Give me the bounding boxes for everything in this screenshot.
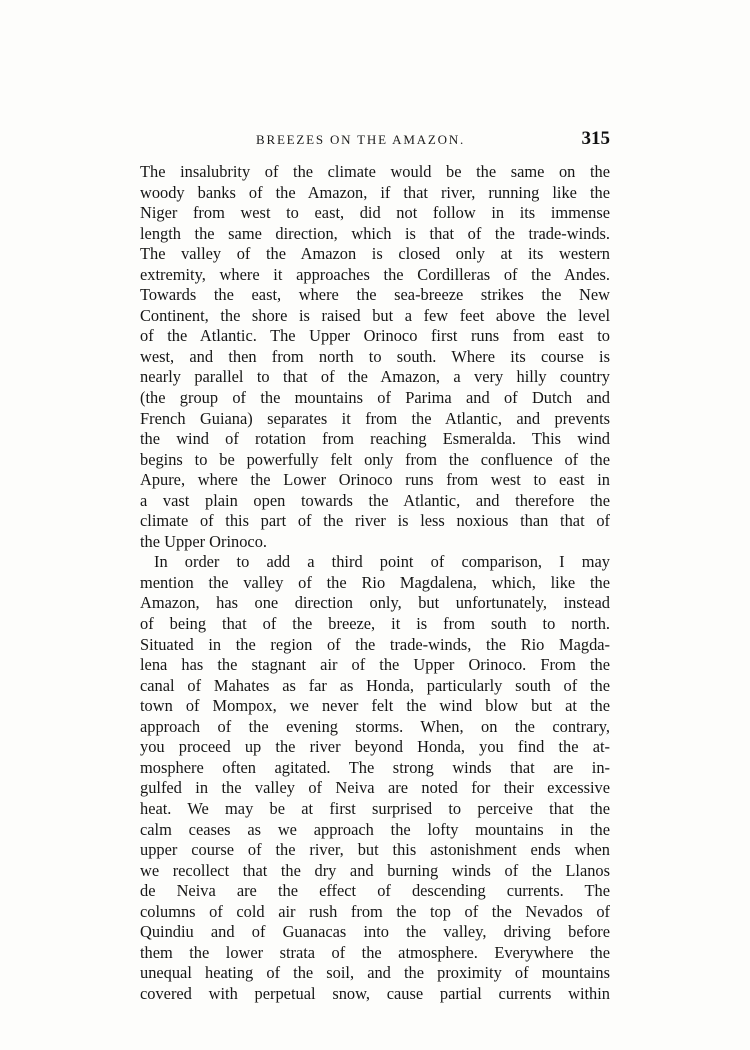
text-line: lena has the stagnant air of the Upper Orinoco. From the bbox=[140, 655, 610, 675]
paragraph-start-line: In order to add a third point of comparison, I may bbox=[154, 552, 610, 572]
text-line: begins to be powerfully felt only from the confluence of the bbox=[140, 449, 610, 469]
text-line: you proceed up the river beyond Honda, you find the at- bbox=[140, 737, 610, 757]
text-line: Towards the east, where the sea-breeze strikes the New bbox=[140, 285, 610, 305]
text-line: length the same direction, which is that of the trade-winds. bbox=[140, 223, 610, 243]
text-line: columns of cold air rush from the top of the Nevados of bbox=[140, 901, 610, 921]
text-line: approach of the evening storms. When, on the contrary, bbox=[140, 716, 610, 736]
text-line: Niger from west to east, did not follow in its immense bbox=[140, 203, 610, 223]
text-line: de Neiva are the effect of descending currents. The bbox=[140, 881, 610, 901]
text-line: west, and then from north to south. Where its course is bbox=[140, 346, 610, 366]
paragraph-end-line: the Upper Orinoco. bbox=[140, 531, 267, 551]
text-line: a vast plain open towards the Atlantic, and therefore the bbox=[140, 490, 610, 510]
text-line: we recollect that the dry and burning winds of the Llanos bbox=[140, 860, 610, 880]
text-line: canal of Mahates as far as Honda, particularly south of the bbox=[140, 675, 610, 695]
text-line: of being that of the breeze, it is from south to north. bbox=[140, 614, 610, 634]
text-line: heat. We may be at first surprised to perceive that the bbox=[140, 798, 610, 818]
text-line: Situated in the region of the trade-winds, the Rio Magda- bbox=[140, 634, 610, 654]
text-line: Apure, where the Lower Orinoco runs from west to east in bbox=[140, 470, 610, 490]
text-line: extremity, where it approaches the Cordilleras of the Andes. bbox=[140, 264, 610, 284]
text-line: Amazon, has one direction only, but unfortunately, instead bbox=[140, 593, 610, 613]
text-line: French Guiana) separates it from the Atlantic, and prevents bbox=[140, 408, 610, 428]
text-line: mention the valley of the Rio Magdalena, which, like the bbox=[140, 572, 610, 592]
text-line: them the lower strata of the atmosphere. Everywhere the bbox=[140, 942, 610, 962]
text-line: calm ceases as we approach the lofty mountains in the bbox=[140, 819, 610, 839]
running-title: BREEZES ON THE AMAZON. bbox=[256, 132, 466, 147]
body-text bbox=[140, 162, 610, 1004]
text-line: upper course of the river, but this astonishment ends when bbox=[140, 840, 610, 860]
text-line: unequal heating of the soil, and the proximity of mountains bbox=[140, 963, 610, 983]
text-line: Quindiu and of Guanacas into the valley, driving before bbox=[140, 922, 610, 942]
text-line: Continent, the shore is raised but a few feet above the level bbox=[140, 305, 610, 325]
text-line: town of Mompox, we never felt the wind blow but at the bbox=[140, 696, 610, 716]
text-line: The valley of the Amazon is closed only at its western bbox=[140, 244, 610, 264]
page-number: 315 bbox=[581, 128, 610, 149]
text-line: mosphere often agitated. The strong winds that are in- bbox=[140, 757, 610, 777]
text-line: covered with perpetual snow, cause partial currents within bbox=[140, 983, 610, 1003]
text-line: the wind of rotation from reaching Esmeralda. This wind bbox=[140, 429, 610, 449]
text-line: climate of this part of the river is less noxious than that of bbox=[140, 511, 610, 531]
text-line: nearly parallel to that of the Amazon, a very hilly country bbox=[140, 367, 610, 387]
running-head bbox=[140, 128, 610, 156]
text-line: (the group of the mountains of Parima and of Dutch and bbox=[140, 388, 610, 408]
text-line: gulfed in the valley of Neiva are noted for their excessive bbox=[140, 778, 610, 798]
text-line: woody banks of the Amazon, if that river, running like the bbox=[140, 182, 610, 202]
text-line: of the Atlantic. The Upper Orinoco first runs from east to bbox=[140, 326, 610, 346]
text-line: The insalubrity of the climate would be the same on the bbox=[140, 162, 610, 181]
